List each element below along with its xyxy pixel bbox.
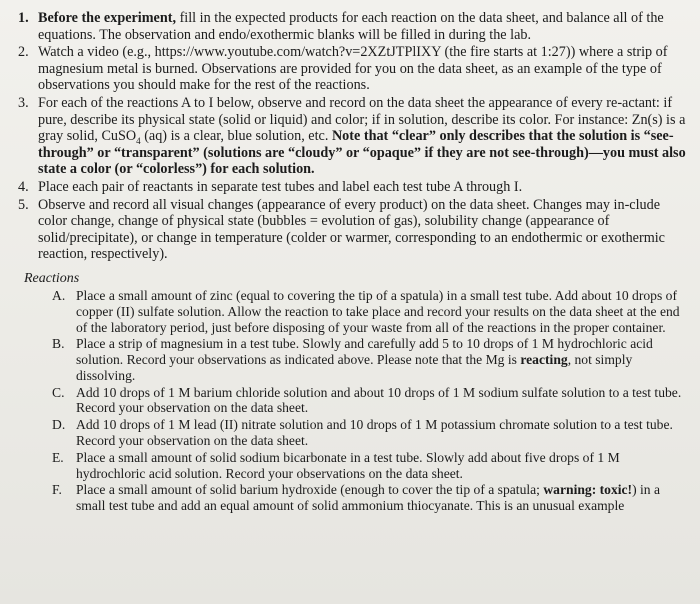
step-text: fill in the expected products for each reaction on the data sheet, and balance all of the equations. The observation and endo/exothermic blanks will be filled in during the lab. [38,10,664,43]
reaction-text: Place a strip of magnesium in a test tube. Slowly and carefully add 5 to 10 drops of 1 M hydrochloric acid solution. Record your observations as indicated above. Please note that the Mg is [76,336,653,368]
reaction-text-after: ) in a small test tube and add an equal amount of solid ammonium thiocyanate. This is an unusual example [76,482,661,514]
step-text: Watch a video (e.g., https://www.youtube.com/watch?v=2XZtJTPlIXY (the fire starts at 1:27)) where a strip of magnesium metal is burned. Observations are provided for you on the data sheet, as an example of the type of observations you should make for the rest of the reactions. [38,44,668,94]
reaction-letter: B. [52,336,65,352]
reaction-text: Place a small amount of zinc (equal to covering the tip of a spatula) in a small test tube. Add about 10 drops of copper (II) sulfate solution. Allow the reaction to take place and record your results on the data sheet at the end of the laboratory period, just before disposing of your waste from all of the reactions in the proper container. [76,287,680,335]
step-number: 3. [18,94,29,111]
reaction-f [16,482,686,514]
step-2 [16,44,686,94]
reaction-letter: F. [52,482,62,498]
reaction-d [16,417,686,449]
reaction-letter: D. [52,417,66,433]
subscript: 4 [136,135,141,146]
step-number: 1. [18,10,29,26]
step-number: 5. [18,196,29,213]
reaction-bold: warning: toxic! [543,482,633,498]
reaction-bold: reacting [520,352,568,368]
step-number: 2. [18,44,29,61]
step-bold-note: Note that “clear” only describes that the solution is “see-through” or “transparent” (solutions are “cloudy” or “opaque” if they are not see-through)—you must also state a color (or “colorless”) for each solution. [38,128,686,178]
reaction-letter: A. [52,287,66,303]
reaction-text: Place a small amount of solid barium hydroxide (enough to cover the tip of a spatula; [76,482,544,498]
reaction-letter: C. [52,384,65,400]
step-text: Observe and record all visual changes (appearance of every product) on the data sheet. Changes may in-clude color change, change of physical state (bubbles = evolution of gas), solubility change (appearance of solid/precipitate), or change in temperature (colder or warmer, corresponding to an endothermic or exothermic reaction, respectively). [38,196,665,263]
reaction-b [16,336,686,383]
step-number: 4. [18,178,29,195]
reaction-letter: E. [52,449,64,465]
step-text: For each of the reactions A to I below, observe and record on the data sheet the appearance of every re-actant: if pure, describe its physical state (solid or liquid) and color; if in solution, describe its color. For instance: Zn(s) is a gray solid, CuSO [38,94,686,145]
step-text: Place each pair of reactants in separate test tubes and label each test tube A through I. [38,178,523,195]
reaction-c [16,385,686,417]
reactions-heading: Reactions [24,270,80,286]
step-1 [16,10,686,43]
step-5 [16,197,686,263]
reactions-list [16,288,686,514]
reaction-a [16,288,686,335]
reaction-text-after: , not simply dissolving. [76,352,633,383]
step-bold-lead: Before the experiment, [38,10,177,26]
reaction-e [16,450,686,482]
step-text-cont: (aq) is a clear, blue solution, etc. [140,128,332,145]
step-3 [16,95,686,178]
reaction-text: Add 10 drops of 1 M lead (II) nitrate solution and 10 drops of 1 M potassium chromate solution to a test tube. Record your observation on the data sheet. [76,417,673,449]
step-4 [16,179,686,196]
procedure-steps [16,10,686,263]
reaction-text: Add 10 drops of 1 M barium chloride solution and about 10 drops of 1 M sodium sulfate solution to a test tube. Record your observation on the data sheet. [76,384,682,416]
reaction-text: Place a small amount of solid sodium bicarbonate in a test tube. Slowly add about five drops of 1 M hydrochloric acid solution. Record your observations on the data sheet. [76,449,620,481]
